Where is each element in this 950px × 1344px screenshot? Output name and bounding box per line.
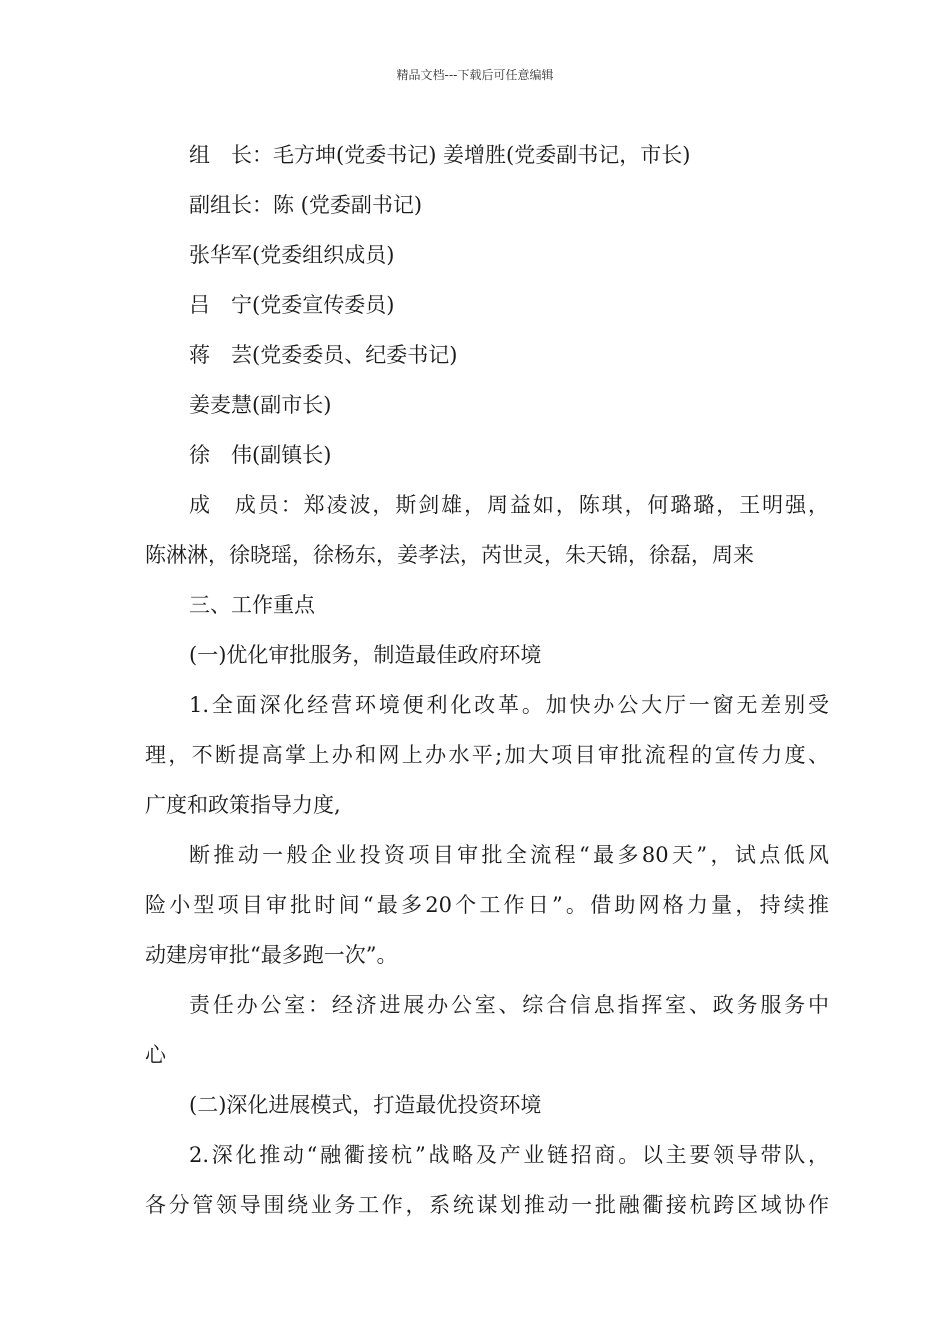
responsible-office-line-cont: 心 xyxy=(145,1043,166,1067)
document-body xyxy=(145,130,829,1230)
text-line-member: 张华军(党委组织成员) xyxy=(189,243,395,267)
subsection-heading: (一)优化审批服务，制造最佳政府环境 xyxy=(189,643,542,667)
paragraph-line: 广度和政策指导力度, xyxy=(145,793,341,817)
paragraph-line: 险小型项目审批时间“最多20个工作日”。借助网格力量，持续推 xyxy=(145,893,829,917)
paragraph-line: 断推动一般企业投资项目审批全流程“最多80天”，试点低风 xyxy=(189,843,829,867)
text-line-deputy-leader: 副组长：陈 (党委副书记) xyxy=(189,193,423,217)
paragraph-line: 各分管领导围绕业务工作，系统谋划推动一批融衢接杭跨区域协作 xyxy=(145,1193,829,1217)
text-line-members-list: 成 成员：郑凌波，斯剑雄，周益如，陈琪，何璐璐，王明强， xyxy=(189,493,829,517)
paragraph-line: 2.深化推动“融衢接杭”战略及产业链招商。以主要领导带队， xyxy=(189,1143,829,1167)
text-line-member: 吕 宁(党委宣传委员) xyxy=(189,293,395,317)
text-line-member: 徐 伟(副镇长) xyxy=(189,443,332,467)
paragraph-line: 动建房审批“最多跑一次”。 xyxy=(145,943,398,967)
text-line-member: 蒋 芸(党委委员、纪委书记) xyxy=(189,343,458,367)
paragraph-line: 1.全面深化经营环境便利化改革。加快办公大厅一窗无差别受 xyxy=(189,693,829,717)
paragraph-line: 理，不断提高掌上办和网上办水平;加大项目审批流程的宣传力度、 xyxy=(145,743,829,767)
section-heading: 三、工作重点 xyxy=(189,593,315,617)
text-line-member: 姜麦慧(副市长) xyxy=(189,393,332,417)
text-line-group-leader: 组 长：毛方坤(党委书记) 姜增胜(党委副书记，市长) xyxy=(189,143,691,167)
responsible-office-line: 责任办公室：经济进展办公室、综合信息指挥室、政务服务中 xyxy=(189,993,829,1017)
text-line-members-list-cont: 陈淋淋，徐晓瑶，徐杨东，姜孝法，芮世灵，朱天锦，徐磊，周来 xyxy=(145,543,754,567)
subsection-heading: (二)深化进展模式，打造最优投资环境 xyxy=(189,1093,542,1117)
page-header: 精品文档---下载后可任意编辑 xyxy=(396,68,554,82)
